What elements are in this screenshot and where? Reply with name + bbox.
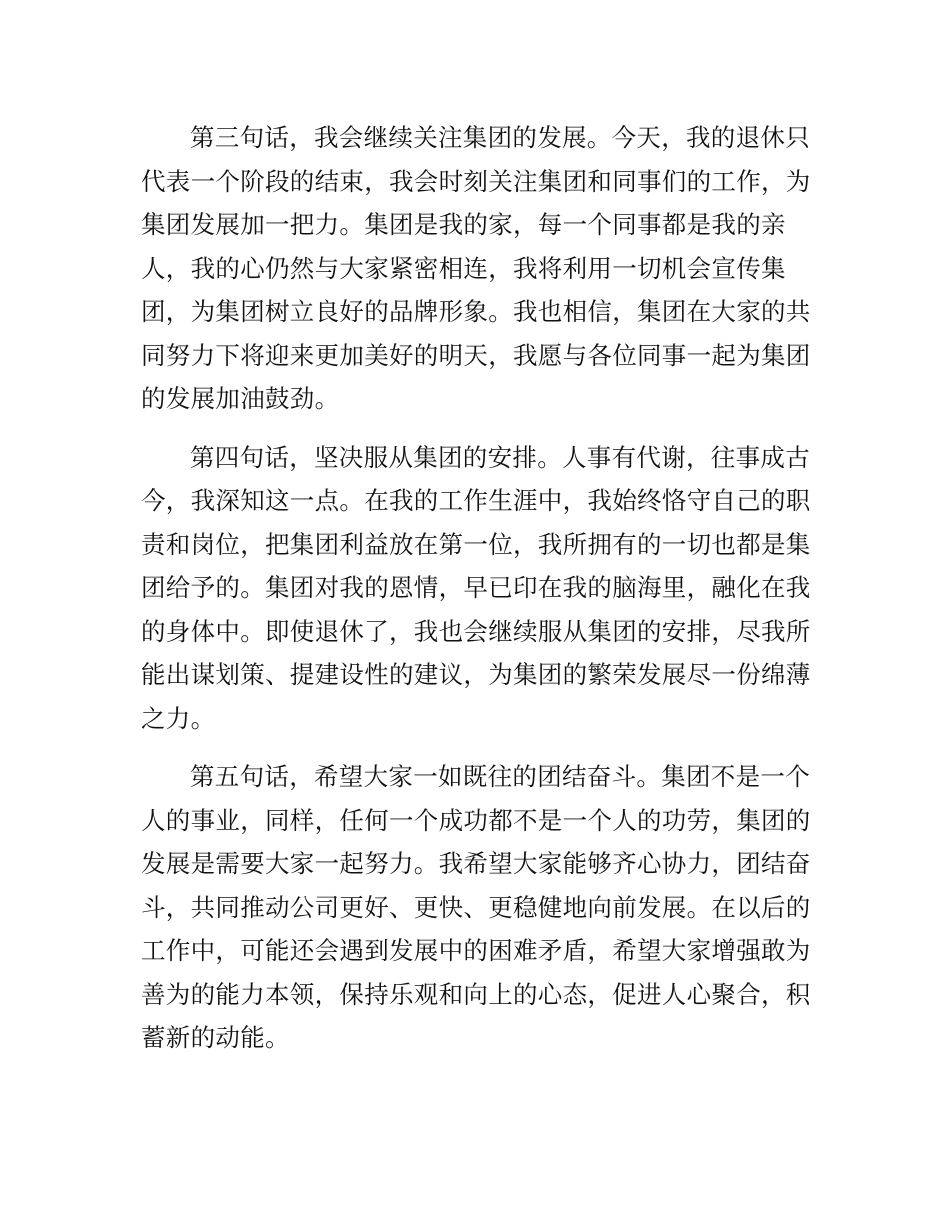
paragraph-third-point: 第三句话，我会继续关注集团的发展。今天，我的退休只代表一个阶段的结束，我会时刻关注集团和同事们的工作，为集团发展加一把力。集团是我的家，每一个同事都是我的亲人，我的心仍然与大家紧密相连，我将利用一切机会宣传集团，为集团树立良好的品牌形象。我也相信，集团在大家的共同努力下将迎来更加美好的明天，我愿与各位同事一起为集团的发展加油鼓劲。 [141, 123, 811, 413]
document-body [141, 116, 821, 1075]
paragraph-fourth-point: 第四句话，坚决服从集团的安排。人事有代谢，往事成古今，我深知这一点。在我的工作生涯中，我始终恪守自己的职责和岗位，把集团利益放在第一位，我所拥有的一切也都是集团给予的。集团对我的恩情，早已印在我的脑海里，融化在我的身体中。即使退休了，我也会继续服从集团的安排，尽我所能出谋划策、提建设性的建议，为集团的繁荣发展尽一份绵薄之力。 [141, 442, 811, 733]
paragraph-fifth-point: 第五句话，希望大家一如既往的团结奋斗。集团不是一个人的事业，同样，任何一个成功都不是一个人的功劳，集团的发展是需要大家一起努力。我希望大家能够齐心协力，团结奋斗，共同推动公司更好、更快、更稳健地向前发展。在以后的工作中，可能还会遇到发展中的困难矛盾，希望大家增强敢为善为的能力本领，保持乐观和向上的心态，促进人心聚合，积蓄新的动能。 [141, 762, 811, 1052]
